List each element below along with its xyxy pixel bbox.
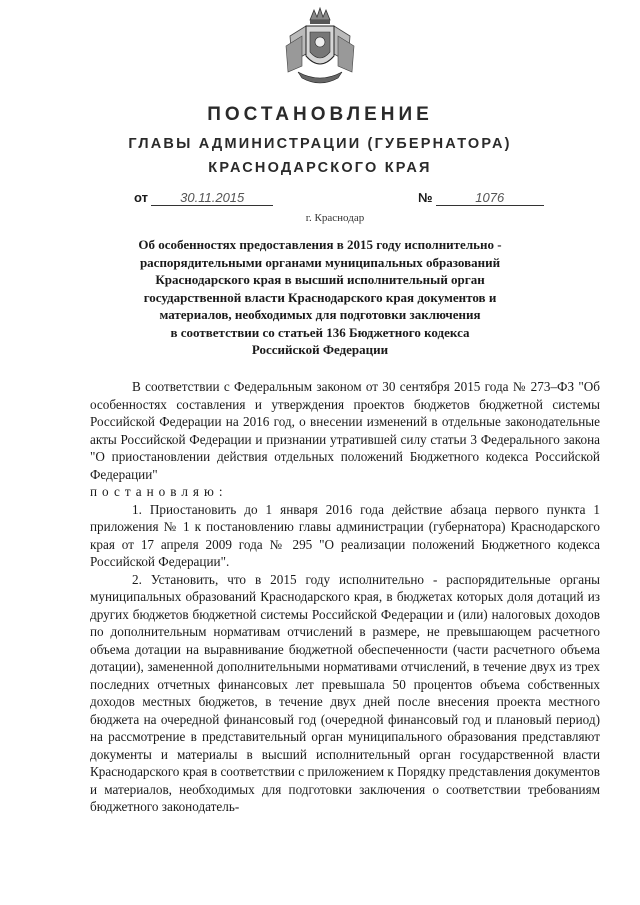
city-name: г. Краснодар: [305, 212, 365, 224]
issuer-line-1: ГЛАВЫ АДМИНИСТРАЦИИ (ГУБЕРНАТОРА): [128, 136, 512, 152]
document-subject: [120, 236, 520, 359]
paragraph-2: 2. Установить, что в 2015 году исполнительно - распорядительные органы муниципальных образований Краснодарского края, в бюджетах которых доля дотаций из других бюджетов бюджетной системы Российской Федерации и (или) налоговых доходов по дополнительным нормативам отчислений в размере, не превышающем расчетного объема дотации на выравнивание бюджетной обеспеченности (части расчетного объема дотации), замененной дополнительными нормативами отчислений, в течение двух из трех последних отчетных финансовых лет превышала 50 процентов объема собственных доходов местных бюджетов, в течение двух дней после внесения проекта местного бюджета на очередной финансовый год (очередной финансовый год и плановый период) на рассмотрение в представительный орган муниципального образования представляют документы и материалы в высший исполнительный орган государственной власти Краснодарского края в соответствии с приложением к Порядку представления документов и материалов, необходимых для подготовки заключения о соответствии требованиям бюджетного законодатель-: [90, 571, 600, 814]
subject-line: Российской Федерации: [251, 342, 389, 357]
subject-line: в соответствии со статьей 136 Бюджетного кодекса: [170, 324, 470, 340]
number-value: 1076: [436, 190, 544, 206]
document-body: [90, 378, 600, 816]
subject-line: Краснодарского края в высший исполнительный орган: [155, 272, 485, 287]
number-label: №: [418, 190, 433, 205]
subject-line: распорядительными органами муниципальных образований: [139, 254, 501, 270]
document-title: ПОСТАНОВЛЕНИЕ: [207, 104, 433, 125]
resolve-word: постановляю:: [90, 484, 228, 499]
coat-of-arms-icon: [284, 6, 356, 86]
subject-line: Об особенностях предоставления в 2015 году исполнительно -: [138, 237, 502, 252]
subject-line: материалов, необходимых для подготовки заключения: [159, 307, 481, 322]
date-block: [134, 190, 273, 206]
intro-paragraph: В соответствии с Федеральным законом от 30 сентября 2015 года № 273–ФЗ "Об особенностях составления и утверждения проектов бюджетов бюджетной системы Российской Федерации на 2016 год, о внесении изменений в отдельные законодательные акты Российской Федерации и признании утратившей силу статьи 3 Федерального закона "О приостановлении действия отдельных положений Бюджетного кодекса Российской Федерации": [90, 379, 600, 482]
date-number-row: [0, 190, 640, 214]
subject-line: государственной власти Краснодарского края документов и: [143, 289, 497, 305]
issuer-line-2: КРАСНОДАРСКОГО КРАЯ: [208, 160, 432, 176]
date-value: 30.11.2015: [151, 190, 273, 206]
number-block: [418, 190, 544, 206]
date-label: от: [134, 190, 148, 205]
paragraph-1: 1. Приостановить до 1 января 2016 года действие абзаца первого пункта 1 приложения № 1 к постановлению главы администрации (губернатора) Краснодарского края от 17 апреля 2009 года № 295 "О реализации положений Бюджетного кодекса Российской Федерации".: [90, 501, 600, 569]
